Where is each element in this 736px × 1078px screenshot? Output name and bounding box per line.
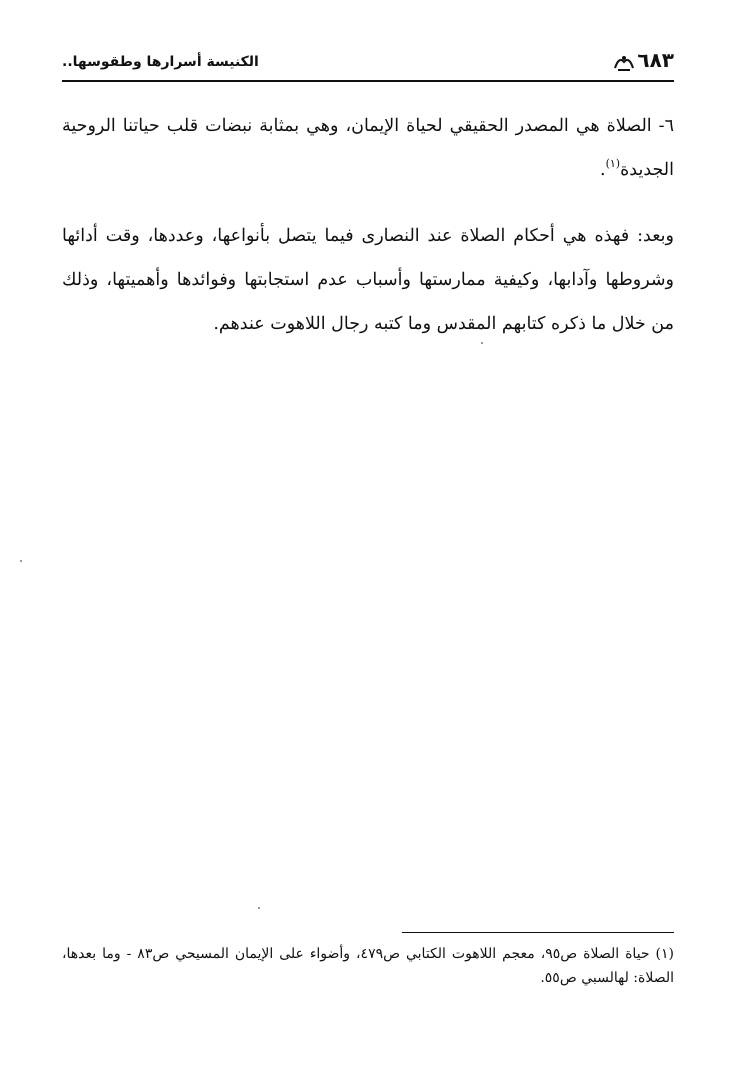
paragraph-trail: . xyxy=(600,160,606,180)
paragraph-conclusion: وبعد: فهذه هي أحكام الصلاة عند النصارى فيما يتصل بأنواعها، وعددها، وقت أدائها وشروطها وآدابها، وكيفية ممارستها وأسباب عدم استجابتها وفوائدها وأهميتها، وذلك من خلال ما ذكره كتابهم المقدس وما كتبه رجال اللاهوت عندهم. xyxy=(62,226,674,334)
footnote-reference[interactable]: (١) xyxy=(605,157,621,170)
footnote-divider xyxy=(402,932,674,933)
paragraph-prayer-source xyxy=(62,104,674,192)
scan-speck xyxy=(20,560,22,562)
running-header xyxy=(62,44,674,82)
ornament-icon xyxy=(613,54,635,72)
paragraph-text: ٦- الصلاة هي المصدر الحقيقي لحياة الإيمان، وهي بمثابة نبضات قلب حياتنا الروحية الجديدة xyxy=(62,116,674,180)
scan-speck xyxy=(481,342,483,344)
header-title: الكنيسة أسرارها وطقوسها.. xyxy=(62,54,259,70)
page-number: ٦٨٣ xyxy=(637,48,674,72)
footnote: (١) حياة الصلاة ص٩٥، معجم اللاهوت الكتابي ص٤٧٩، وأضواء على الإيمان المسيحي ص٨٣ - وما بعدها، الصلاة: لهالسبي ص٥٥. xyxy=(62,946,674,986)
scan-speck xyxy=(258,907,260,909)
page-number-block xyxy=(613,48,674,72)
